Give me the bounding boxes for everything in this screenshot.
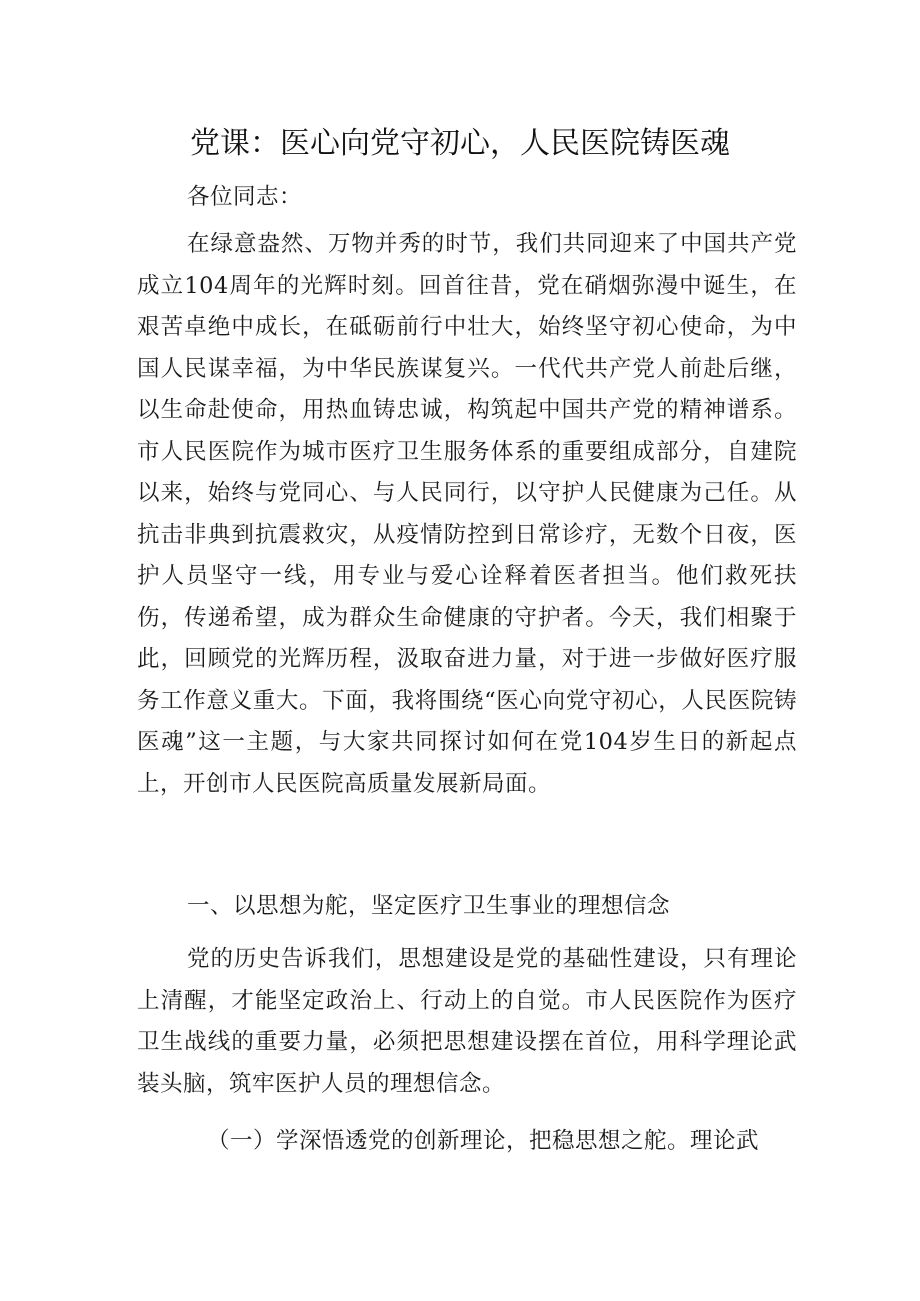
intro-paragraph: 在绿意盎然、万物并秀的时节，我们共同迎来了中国共产党成立104周年的光辉时刻。回首往昔，党在硝烟弥漫中诞生，在艰苦卓绝中成长，在砥砺前行中壮大，始终坚守初心使命，为中国人民谋幸福，为中华民族谋复兴。一代代共产党人前赴后继，以生命赴使命，用热血铸忠诚，构筑起中国共产党的精神谱系。市人民医院作为城市医疗卫生服务体系的重要组成部分，自建院以来，始终与党同心、与人民同行，以守护人民健康为己任。从抗击非典到抗震救灾，从疫情防控到日常诊疗，无数个日夜，医护人员坚守一线，用专业与爱心诠释着医者担当。他们救死扶伤，传递希望，成为群众生命健康的守护者。今天，我们相聚于此，回顾党的光辉历程，汲取奋进力量，对于进一步做好医疗服务工作意义重大。下面，我将围绕“医心向党守初心，人民医院铸医魂”这一主题，与大家共同探讨如何在党104岁生日的新起点上，开创市人民医院高质量发展新局面。 [137,231,797,797]
subsection-heading-1: （一）学深悟透党的创新理论，把稳思想之舵。理论武 [207,1128,760,1154]
greeting: 各位同志： [187,184,303,210]
document-title: 党课：医心向党守初心，人民医院铸医魂 [190,126,730,161]
section-heading-1: 一、以思想为舵，坚定医疗卫生事业的理想信念 [187,893,671,919]
section-1-paragraph: 党的历史告诉我们，思想建设是党的基础性建设，只有理论上清醒，才能坚定政治上、行动上的自觉。市人民医院作为医疗卫生战线的重要力量，必须把思想建设摆在首位，用科学理论武装头脑，筑牢医护人员的理想信念。 [137,946,797,1097]
